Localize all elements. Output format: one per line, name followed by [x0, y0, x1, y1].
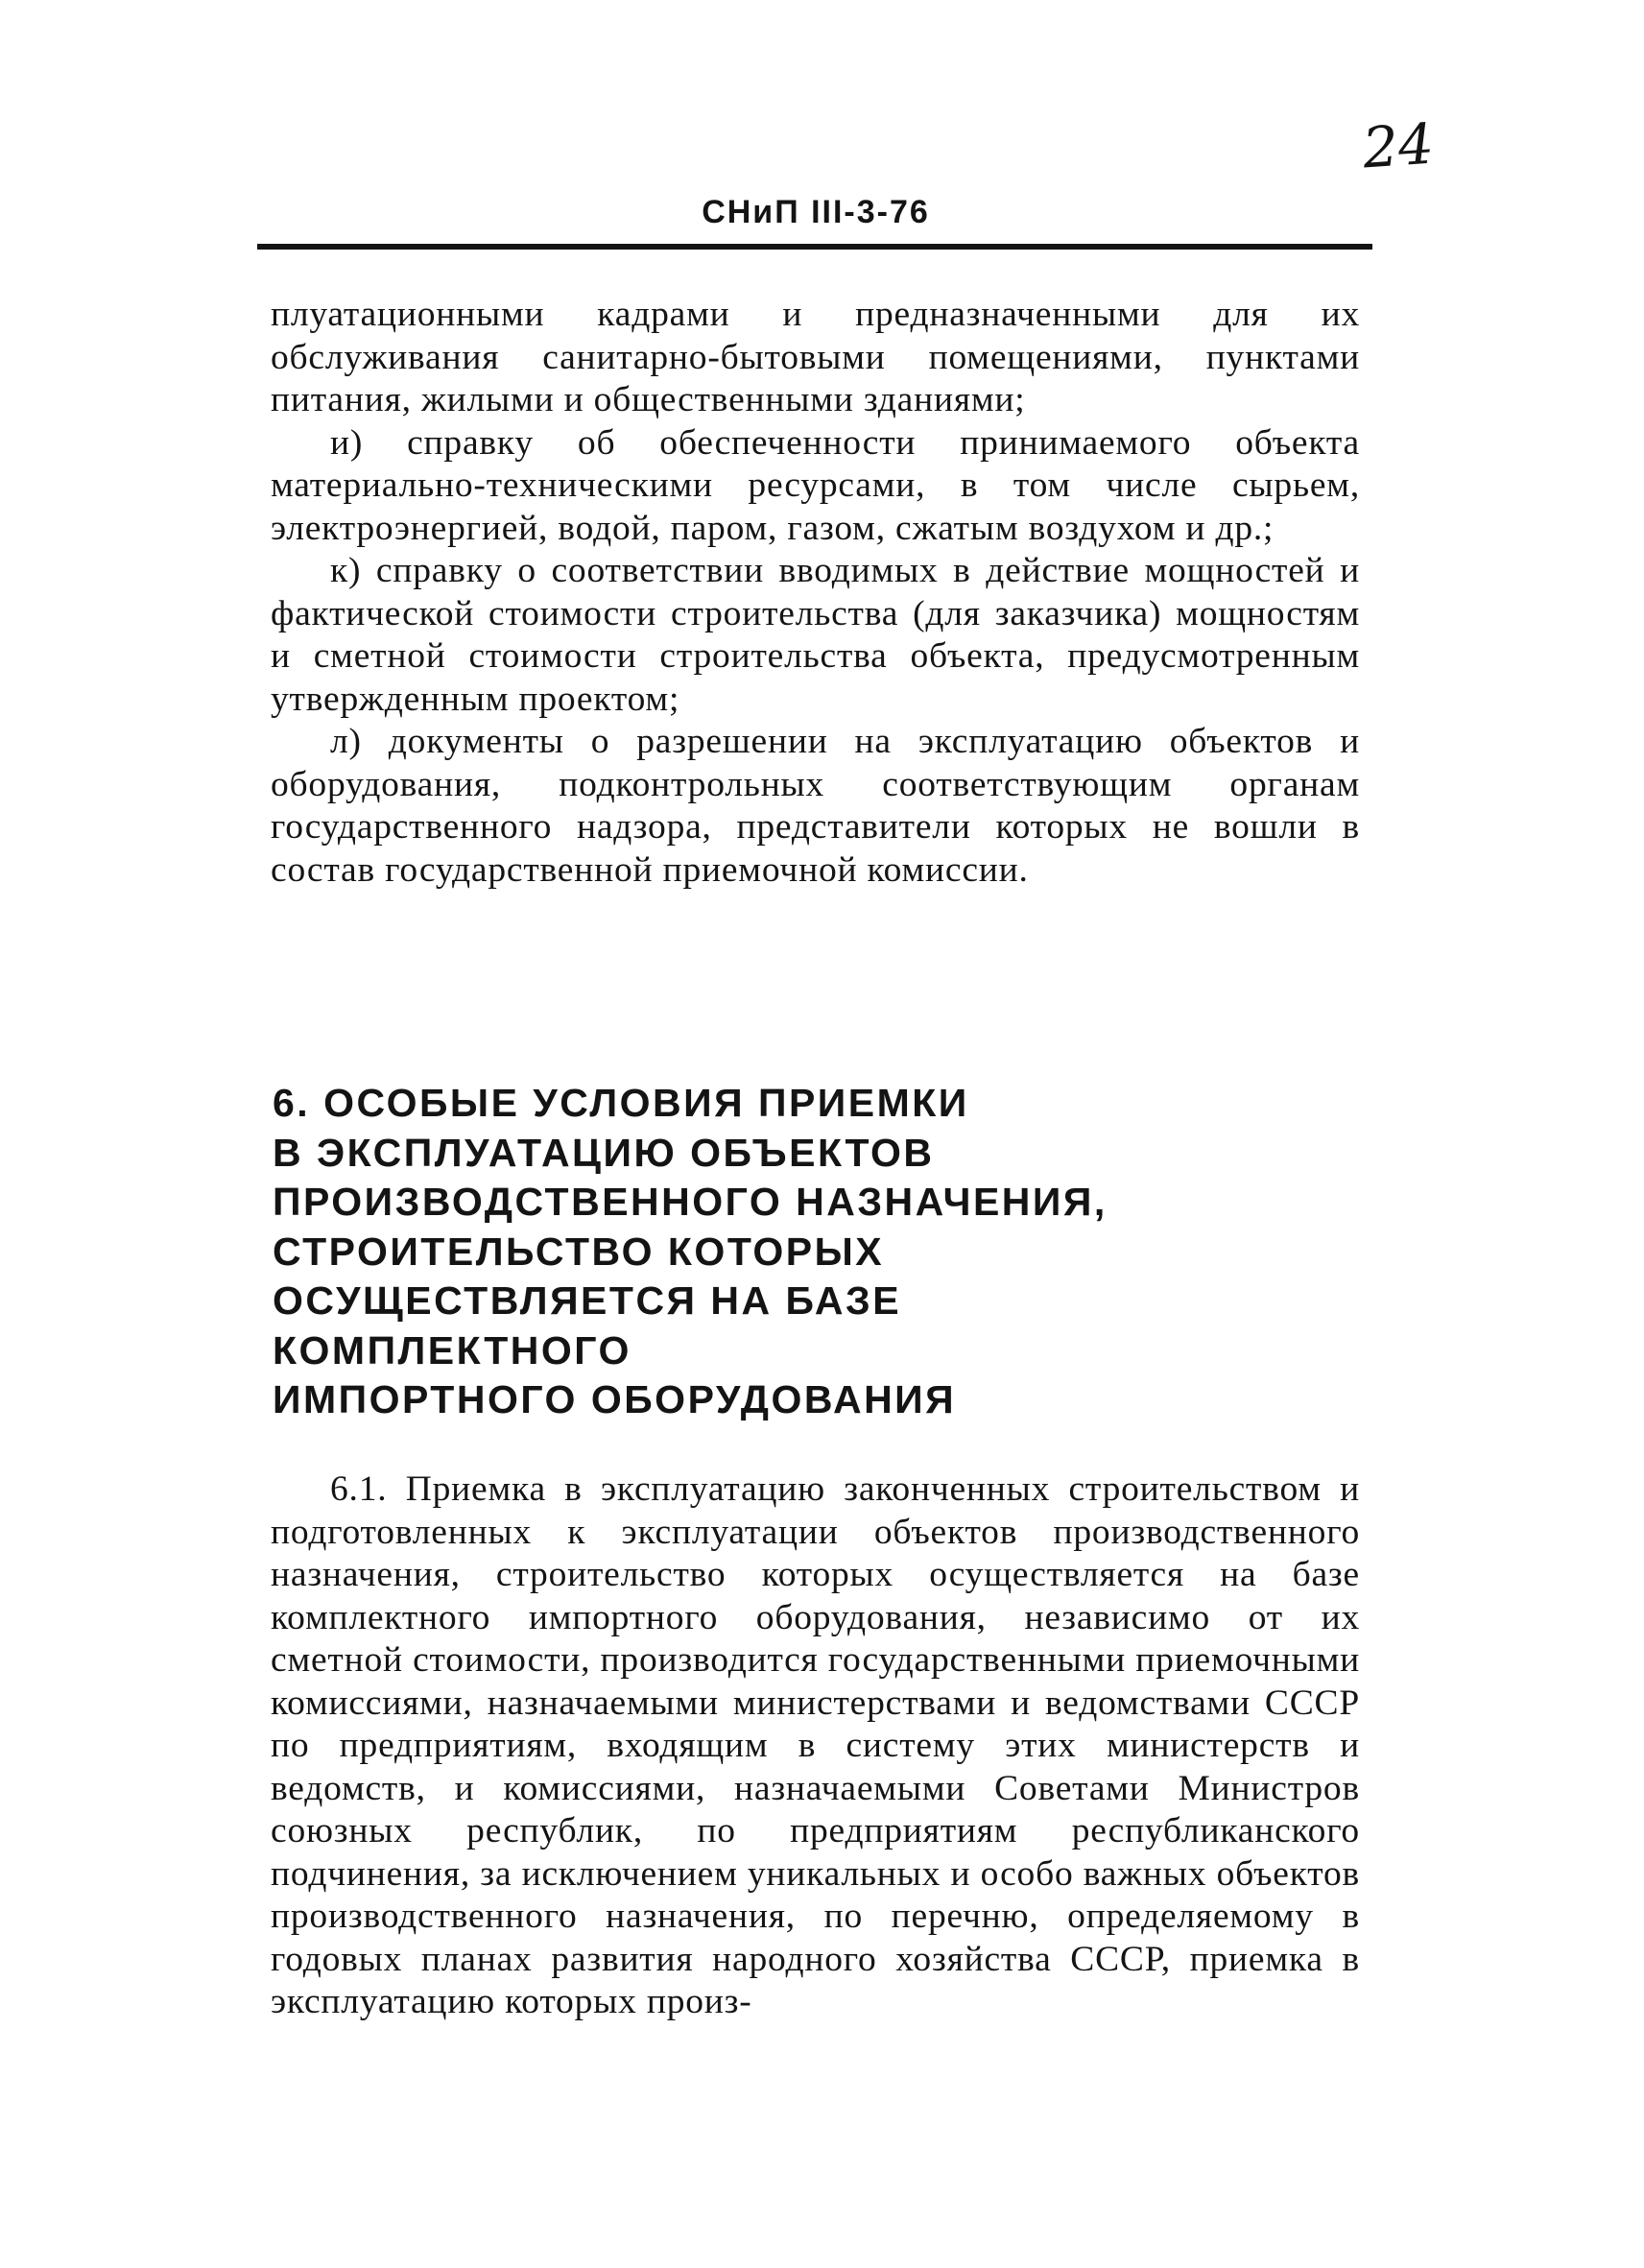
item-label: к) — [330, 551, 362, 590]
item-text: справку об обеспеченности принимаемого объекта материально-техническими ресурсами, в том числе сырьем, электроэнергией, водой, паром, газом, сжатым воздухом и др.; — [271, 422, 1360, 548]
intro-paragraph: плуатационными кадрами и предназначенными для их обслуживания санитарно-бытовыми помещениями, пунктами питания, жилыми и общественными зданиями; — [271, 295, 1360, 419]
page-number: 24 — [1360, 110, 1437, 181]
heading-line: В ЭКСПЛУАТАЦИЮ ОБЪЕКТОВ — [273, 1130, 935, 1175]
body-text-top — [271, 294, 1360, 892]
list-item-l — [271, 721, 1360, 892]
heading-line: КОМПЛЕКТНОГО — [273, 1327, 631, 1373]
item-text: справку о соответствии вводимых в действие мощностей и фактической стоимости строительства (для заказчика) мощностям и сметной стоимости строительства объекта, предусмотренным утвержденным проектом; — [271, 551, 1360, 719]
list-item-k — [271, 550, 1360, 721]
item-text: документы о разрешении на эксплуатацию объектов и оборудования, подконтрольных соответствующим органам государственного надзора, представители которых не вошли в состав государственной приемочной комиссии. — [271, 722, 1360, 890]
item-label: и) — [330, 422, 364, 463]
running-head: СНиП III-3-76 — [702, 194, 930, 230]
heading-line: ПРОИЗВОДСТВЕННОГО НАЗНАЧЕНИЯ, — [273, 1180, 1108, 1224]
list-item-i — [271, 422, 1360, 551]
header-rule — [257, 244, 1372, 250]
heading-line: ИМПОРТНОГО ОБОРУДОВАНИЯ — [273, 1377, 957, 1421]
section-heading — [273, 1079, 1357, 1425]
paragraph-6-1: 6.1. Приемка в эксплуатацию законченных строительством и подготовленных к эксплуатации объектов производственного назначения, строительство которых осуществляется на базе комплектного импортного оборудования, независимо от их сметной стоимости, производится государственными приемочными комиссиями, назначаемыми министерствами и ведомствами СССР по предприятиям, входящим в систему этих министерств и ведомств, и комиссиями, назначаемыми Советами Министров союзных республик, по предприятиям республиканского подчинения, за исключением уникальных и особо важных объектов производственного назначения, по перечню, определяемому в годовых планах развития народного хозяйства СССР, приемка в эксплуатацию которых произ- — [271, 1469, 1360, 2021]
item-label: л) — [330, 722, 362, 761]
heading-line: СТРОИТЕЛЬСТВО КОТОРЫХ — [273, 1229, 885, 1274]
heading-line: 6. ОСОБЫЕ УСЛОВИЯ ПРИЕМКИ — [273, 1081, 969, 1125]
body-text-bottom — [271, 1468, 1360, 2024]
heading-line: ОСУЩЕСТВЛЯЕТСЯ НА БАЗЕ — [273, 1278, 902, 1323]
